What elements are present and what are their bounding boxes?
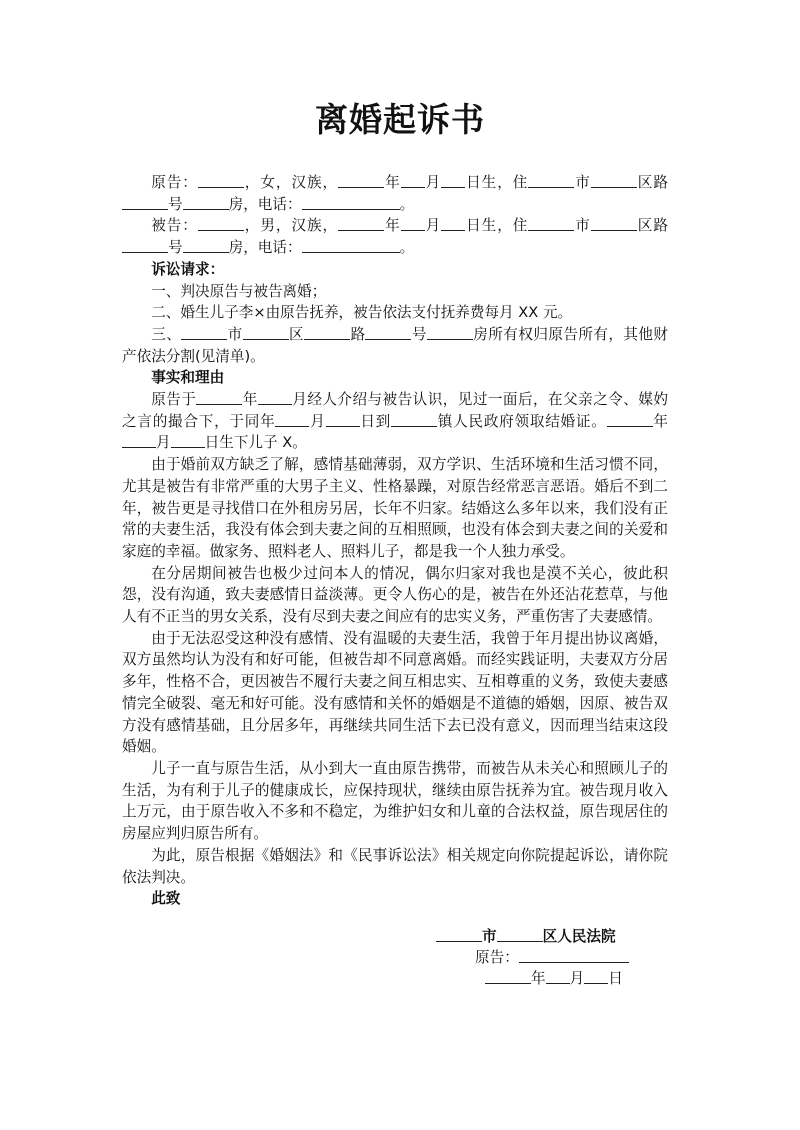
defendant-name-blank [198, 216, 244, 231]
plaintiff-signature-label: 原告： [475, 949, 519, 966]
road-label: 路 [653, 174, 668, 191]
claim-3-suffix: 房所有权归原告所有，其他财产依法分割(见清单)。 [122, 325, 668, 365]
defendant-road-blank [122, 238, 168, 253]
district-label: 区 [288, 325, 305, 343]
claim-3-number-blank [365, 325, 411, 340]
date-line [485, 968, 623, 990]
claims-heading: 诉讼请求： [151, 260, 225, 278]
defendant-info [122, 215, 668, 258]
plaintiff-info [122, 172, 668, 215]
plaintiff-name-blank [198, 173, 244, 188]
facts-paragraph-2: 由于婚前双方缺乏了解，感情基础薄弱，双方学识、生活环境和生活习惯不同，尤其是被告有非常严重的大男子主义、性格暴躁，对原告经常恶言恶语。婚后不到二年，被告更是寻找借口在外租房另居，长年不归家。结婚这么多年以来，我们没有正常的夫妻生活，我没有体会到夫妻之间的互相照顾，也没有体会到夫妻之间的关爱和家庭的幸福。做家务、照料老人、照料儿子，都是我一个人独力承受。 [122, 456, 668, 560]
court-line [436, 926, 616, 948]
plaintiff-phone-blank [302, 195, 400, 210]
facts-heading: 事实和理由 [151, 369, 225, 387]
day-blank [326, 412, 360, 427]
claim-3-city-blank [181, 325, 227, 340]
day-label: 日 [608, 970, 623, 987]
month-blank [258, 390, 292, 405]
number-label: 号 [411, 325, 427, 343]
district-label: 区 [636, 217, 654, 235]
defendant-city-blank [528, 216, 574, 231]
text: 年 [242, 391, 258, 409]
plaintiff-label: 原告： [151, 174, 198, 191]
month-label: 月 [424, 174, 442, 191]
claim-3-prefix: 三、 [151, 325, 182, 343]
city-label: 市 [574, 174, 591, 191]
claim-item-1: 一、判决原告与被告离婚； [151, 282, 327, 300]
defendant-label: 被告： [151, 217, 198, 235]
claim-item-2: 二、婚生儿子李×由原告抚养，被告依法支付抚养费每月 XX 元。 [151, 304, 573, 322]
city-label: 市 [227, 325, 243, 343]
defendant-district-blank [591, 216, 637, 231]
room-phone-label: 房，电话： [228, 239, 302, 257]
plaintiff-signature-blank [519, 948, 629, 963]
year-blank [196, 390, 242, 405]
plaintiff-district-blank [591, 173, 637, 188]
day-born-label: 日生，住 [465, 174, 529, 191]
town-blank [391, 412, 437, 427]
defendant-phone-blank [302, 238, 400, 253]
text: 日到 [359, 412, 392, 430]
defendant-room-blank [183, 238, 229, 253]
date-month-blank [546, 969, 570, 984]
salutation: 此致 [151, 890, 181, 908]
plaintiff-month-blank [401, 173, 425, 188]
facts-paragraph-3: 在分居期间被告也极少过问本人的情况，偶尔归家对我也是漠不关心，彼此积怨，没有沟通，致夫妻感情日益淡薄。更令人伤心的是，被告在外还沾花惹草，与他人有不正当的男女关系，没有尽到夫妻之间应有的忠实义务，严重伤害了夫妻感情。 [122, 564, 668, 626]
month-blank [275, 412, 309, 427]
city-label: 市 [482, 928, 497, 945]
month-blank [122, 433, 156, 448]
year-label: 年 [384, 217, 401, 235]
text: 年 [652, 412, 668, 430]
plaintiff-signature-line [475, 947, 629, 969]
claim-3-road-blank [304, 325, 350, 340]
text: 月 [156, 434, 171, 452]
facts-paragraph-5: 儿子一直与原告生活，从小到大一直由原告携带，而被告从未关心和照顾儿子的生活，为有利于儿子的健康成长，应保持现状，继续由原告抚养为宜。被告现月收入上万元，由于原告收入不多和不稳定，为维护妇女和儿童的合法权益，原告现居住的房屋应判归原告所有。 [122, 759, 668, 843]
defendant-day-blank [441, 216, 465, 231]
date-year-blank [485, 969, 531, 984]
court-suffix: 区人民法院 [542, 928, 616, 945]
court-district-blank [497, 927, 543, 942]
facts-paragraph-1 [122, 389, 668, 454]
plaintiff-road-blank [122, 195, 168, 210]
month-label: 月 [424, 217, 442, 235]
district-label: 区 [636, 174, 654, 191]
claim-item-3 [122, 324, 668, 367]
road-label: 路 [350, 325, 366, 343]
defendant-month-blank [401, 216, 425, 231]
number-label: 号 [168, 239, 183, 257]
period: 。 [399, 239, 415, 257]
text: 镇人民政府领取结婚证。 [437, 412, 607, 430]
text: 月经人介绍与被告认识，见过一面后，在父亲之令、媒妁之言的撮合下，于同年 [122, 391, 668, 430]
room-phone-label: 房，电话： [228, 195, 302, 213]
city-label: 市 [574, 217, 591, 235]
facts-paragraph-4: 由于无法忍受这种没有感情、没有温暖的夫妻生活，我曾于年月提出协议离婚，双方虽然均认为没有和好可能，但被告却不同意离婚。而经实践证明，夫妻双方分居多年，性格不合，更因被告不履行夫妻之间互相忠实、互相尊重的义务，致使夫妻感情完全破裂、毫无和好可能。没有感情和关怀的婚姻是不道德的婚姻，因原、被告双方没有感情基础，且分居多年，再继续共同生活下去已没有意义，因而理当结束这段婚姻。 [122, 629, 668, 756]
road-label: 路 [653, 217, 668, 235]
plaintiff-year-blank [338, 173, 384, 188]
number-label: 号 [168, 195, 183, 213]
text: 月 [309, 412, 326, 430]
year-label: 年 [531, 970, 546, 987]
facts-paragraph-6: 为此，原告根据《婚姻法》和《民事诉讼法》相关规定向你院提起诉讼，请你院依法判决。 [122, 846, 668, 886]
defendant-year-blank [338, 216, 384, 231]
month-label: 月 [569, 970, 585, 987]
text: 原告于 [151, 391, 197, 409]
plaintiff-gender-ethnicity: ，女，汉族， [243, 174, 339, 191]
defendant-gender-ethnicity: ，男，汉族， [243, 217, 339, 235]
document-body [122, 172, 668, 910]
day-born-label: 日生，住 [465, 217, 529, 235]
plaintiff-room-blank [183, 195, 229, 210]
year-blank [607, 412, 653, 427]
day-blank [171, 433, 205, 448]
period: 。 [399, 195, 415, 213]
plaintiff-city-blank [528, 173, 574, 188]
claim-3-district-blank [243, 325, 289, 340]
plaintiff-day-blank [441, 173, 465, 188]
date-day-blank [584, 969, 608, 984]
text: 日生下儿子 X。 [204, 434, 307, 452]
year-label: 年 [384, 174, 401, 191]
claim-3-room-blank [427, 325, 473, 340]
document-title: 离婚起诉书 [315, 100, 485, 139]
court-city-blank [436, 927, 482, 942]
